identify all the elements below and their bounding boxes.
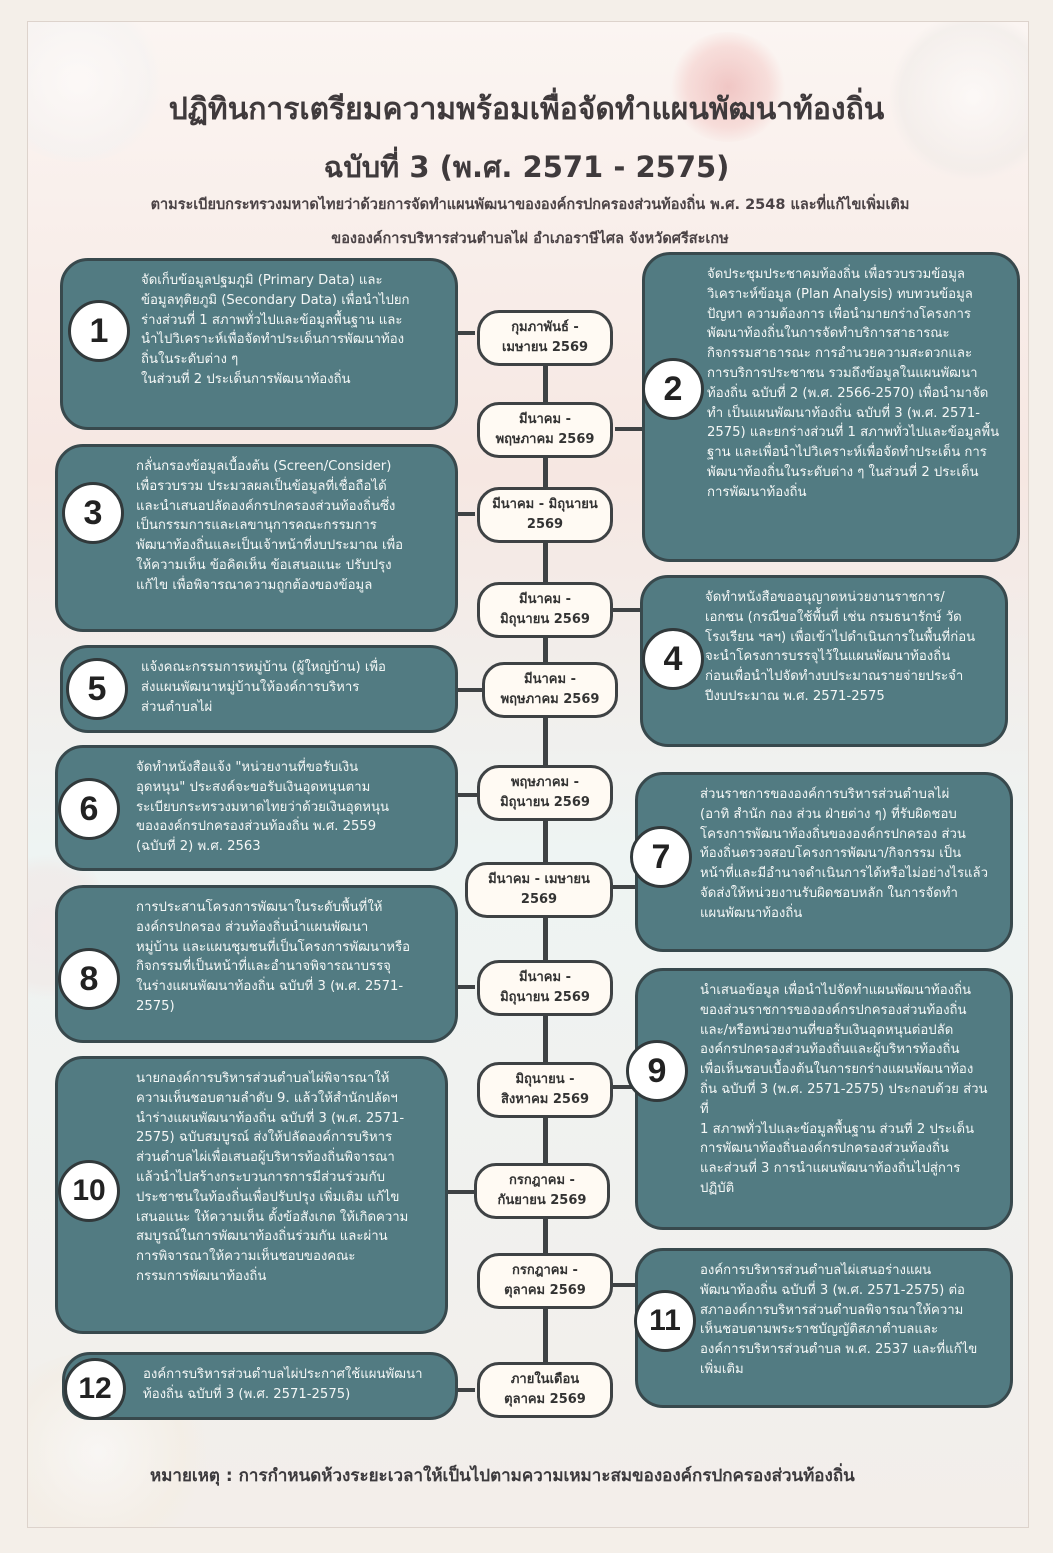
step-number: 12 <box>64 1358 126 1420</box>
step-text: การประสานโครงการพัฒนาในระดับพื้นที่ให้ องค์กรปกครอง ส่วนท้องถิ่นนำแผนพัฒนา หมู่บ้าน และแผนชุมชนที่เป็นโครงการพัฒนาหรือ กิจกรรมที่เป็นหน้าที่และอำนาจพิจารณาบรรจุ ในร่างแผนพัฒนาท้องถิ่น ฉบับที่ 3 (พ.ศ. 2571- 2575) <box>136 900 411 1014</box>
step-text: นายกองค์การบริหารส่วนตำบลไผ่พิจารณาให้ ความเห็นชอบตามลำดับ 9. แล้วให้สำนักปลัดฯ นำร่างแผนพัฒนาท้องถิ่น ฉบับที่ 3 (พ.ศ. 2571- 2575) ฉบับสมบูรณ์ ส่งให้ปลัดองค์การบริหาร ส่วนตำบลไผ่เพื่อเสนอผู้บริหารท้องถิ่นพิจารณา แล้วนำไปสร้างกระบวนการการมีส่วนร่วมกับ ประชาชนในท้องถิ่นเพื่อปรับปรุง เพิ่มเติม แก้ไข เสนอแนะ ให้ความเห็น ตั้งข้อสังเกต ให้เกิดความ สมบูรณ์ในการพัฒนาท้องถิ่นร่วมกัน และผ่าน การพิจารณาให้ความเห็นชอบของคณะ กรรมการพัฒนาท้องถิ่น <box>136 1071 409 1284</box>
timeline-date-6: พฤษภาคม - มิถุนายน 2569 <box>477 765 613 821</box>
step-text: จัดทำหนังสือขออนุญาตหน่วยงานราชการ/ เอกชน (กรณีขอใช้พื้นที่ เช่น กรมธนารักษ์ วัด โรงเรียน ฯลฯ) เพื่อเข้าไปดำเนินการในพื้นที่ก่อน จะนำโครงการบรรจุไว้ในแผนพัฒนาท้องถิ่น ก่อนเพื่อนำไปจัดทำงบประมาณรายจ่ายประจำ ปีงบประมาณ พ.ศ. 2571-2575 <box>705 590 976 704</box>
step-text: องค์การบริหารส่วนตำบลไผ่ประกาศใช้แผนพัฒนา ท้องถิ่น ฉบับที่ 3 (พ.ศ. 2571-2575) <box>143 1367 423 1402</box>
timeline-date-7: มีนาคม - เมษายน 2569 <box>465 862 613 918</box>
connector-8 <box>455 985 475 989</box>
timeline-spine <box>543 325 548 1395</box>
timeline-date-9: มิถุนายน - สิงหาคม 2569 <box>477 1062 613 1118</box>
timeline-date-8: มีนาคม - มิถุนายน 2569 <box>477 960 613 1016</box>
timeline-date-4: มีนาคม - มิถุนายน 2569 <box>477 582 613 638</box>
step-box-7 <box>635 772 1013 952</box>
connector-4 <box>612 608 642 612</box>
subtitle-organization: ขององค์การบริหารส่วนตำบลไผ่ อำเภอราษีไศล จังหวัดศรีสะเกษ <box>331 231 729 247</box>
step-number: 1 <box>68 300 130 362</box>
step-number: 9 <box>626 1040 688 1102</box>
step-number: 3 <box>62 482 124 544</box>
connector-5 <box>455 688 485 692</box>
page-title: ปฏิทินการเตรียมความพร้อมเพื่อจัดทำแผนพัฒนาท้องถิ่น <box>168 92 885 127</box>
step-text: ส่วนราชการขององค์การบริหารส่วนตำบลไผ่ (อาทิ สำนัก กอง ส่วน ฝ่ายต่าง ๆ) ที่รับผิดชอบ โครงการพัฒนาท้องถิ่นขององค์กรปกครอง ส่วน ท้องถิ่นตรวจสอบโครงการพัฒนา/กิจกรรม เป็น หน้าที่และมีอำนาจดำเนินการได้หรือไม่อย่างไรแล้ว จัดส่งให้หน่วยงานรับผิดชอบหลัก ในการจัดทำ แผนพัฒนาท้องถิ่น <box>700 787 989 921</box>
connector-10 <box>448 1190 476 1194</box>
step-number: 2 <box>642 358 704 420</box>
step-text: จัดประชุมประชาคมท้องถิ่น เพื่อรวบรวมข้อมูล วิเคราะห์ข้อมูล (Plan Analysis) ทบทวนข้อมูล ปัญหา ความต้องการ เพื่อนำมายกร่างโครงการ พัฒนาท้องถิ่นในการจัดทำบริการสาธารณะ กิจกรรมสาธารณะ การอำนวยความสะดวกและ การบริการประชาชน รวมถึงข้อมูลในแผนพัฒนา ท้องถิ่น ฉบับที่ 2 (พ.ศ. 2566-2570) เพื่อนำมาจัด ทำ เป็นแผนพัฒนาท้องถิ่น ฉบับที่ 3 (พ.ศ. 2571- 2575) และยกร่างส่วนที่ 1 สภาพทั่วไปและข้อมูลพื้น ฐาน และเพื่อนำไปวิเคราะห์เพื่อจัดทำประเด็น การ พัฒนาท้องถิ่นในระดับต่าง ๆ ในส่วนที่ 2 ประเด็น การพัฒนาท้องถิ่น <box>707 267 1000 500</box>
timeline-date-5: มีนาคม - พฤษภาคม 2569 <box>482 662 618 718</box>
step-box-9 <box>635 968 1013 1230</box>
step-text: จัดเก็บข้อมูลปฐมภูมิ (Primary Data) และ ข้อมูลทุติยภูมิ (Secondary Data) เพื่อนำไปยก ร่างส่วนที่ 1 สภาพทั่วไปและข้อมูลพื้นฐาน และ นำไปวิเคราะห์เพื่อจัดทำประเด็นการพัฒนาท้อง ถิ่นในระดับต่าง ๆ ในส่วนที่ 2 ประเด็นการพัฒนาท้องถิ่น <box>141 273 410 387</box>
connector-3 <box>455 512 475 516</box>
step-number: 6 <box>58 778 120 840</box>
step-number: 7 <box>630 826 692 888</box>
step-number: 5 <box>66 658 128 720</box>
page-title-edition: ฉบับที่ 3 (พ.ศ. 2571 - 2575) <box>323 150 730 184</box>
step-text: นำเสนอข้อมูล เพื่อนำไปจัดทำแผนพัฒนาท้องถิ่น ของส่วนราชการขององค์กรปกครองส่วนท้องถิ่น และ/หรือหน่วยงานที่ขอรับเงินอุดหนุนต่อปลัด องค์กรปกครองส่วนท้องถิ่นและผู้บริหารท้องถิ่น เพื่อเห็นชอบเบื้องต้นในการยกร่างแผนพัฒนาท้อง ถิ่น ฉบับที่ 3 (พ.ศ. 2571-2575) ประกอบด้วย ส่วนที่ 1 สภาพทั่วไปและข้อมูลพื้นฐาน ส่วนที่ 2 ประเด็น การพัฒนาท้องถิ่นองค์กรปกครองส่วนท้องถิ่น และส่วนที่ 3 การนำแผนพัฒนาท้องถิ่นไปสู่การ ปฏิบัติ <box>700 983 988 1196</box>
step-text: องค์การบริหารส่วนตำบลไผ่เสนอร่างแผน พัฒนาท้องถิ่น ฉบับที่ 3 (พ.ศ. 2571-2575) ต่อ สภาองค์การบริหารส่วนตำบลพิจารณาให้ความ เห็นชอบตามพระราชบัญญัติสภาตำบลและ องค์การบริหารส่วนตำบล พ.ศ. 2537 และที่แก้ไข เพิ่มเติม <box>700 1263 978 1377</box>
connector-2 <box>615 427 645 431</box>
step-box-2 <box>642 252 1020 562</box>
timeline-date-11: กรกฎาคม - ตุลาคม 2569 <box>477 1253 613 1309</box>
connector-1 <box>455 331 475 335</box>
footer-note: หมายเหตุ : การกำหนดห้วงระยะเวลาให้เป็นไปตามความเหมาะสมขององค์กรปกครองส่วนท้องถิ่น <box>150 1466 855 1486</box>
step-number: 8 <box>58 948 120 1010</box>
step-number: 4 <box>642 628 704 690</box>
timeline-date-2: มีนาคม - พฤษภาคม 2569 <box>477 402 613 458</box>
step-number: 11 <box>634 1290 696 1352</box>
timeline-date-1: กุมภาพันธ์ - เมษายน 2569 <box>477 310 613 366</box>
subtitle-regulation: ตามระเบียบกระทรวงมหาดไทยว่าด้วยการจัดทำแผนพัฒนาขององค์กรปกครองส่วนท้องถิ่น พ.ศ. 2548 และที่แก้ไขเพิ่มเติม <box>150 197 910 213</box>
step-text: กลั่นกรองข้อมูลเบื้องต้น (Screen/Consider) เพื่อรวบรวม ประมวลผลเป็นข้อมูลที่เชื่อถือได้ และนำเสนอปลัดองค์กรปกครองส่วนท้องถิ่นซึ่ง เป็นกรรมการและเลขานุการคณะกรรมการ พัฒนาท้องถิ่นและเป็นเจ้าหน้าที่งบประมาณ เพื่อ ให้ความเห็น ข้อคิดเห็น ข้อเสนอแนะ ปรับปรุง แก้ไข เพื่อพิจารณาความถูกต้องของข้อมูล <box>136 459 404 593</box>
step-number: 10 <box>58 1160 120 1222</box>
step-text: แจ้งคณะกรรมการหมู่บ้าน (ผู้ใหญ่บ้าน) เพื่อ ส่งแผนพัฒนาหมู่บ้านให้องค์การบริหาร ส่วนตำบลไผ่ <box>141 660 386 715</box>
step-box-3 <box>55 444 458 632</box>
step-text: จัดทำหนังสือแจ้ง "หน่วยงานที่ขอรับเงิน อุดหนุน" ประสงค์จะขอรับเงินอุดหนุนตาม ระเบียบกระทรวงมหาดไทยว่าด้วยเงินอุดหนุน ขององค์กรปกครองส่วนท้องถิ่น พ.ศ. 2559 (ฉบับที่ 2) พ.ศ. 2563 <box>136 760 389 855</box>
connector-12 <box>455 1388 475 1392</box>
timeline-date-10: กรกฎาคม - กันยายน 2569 <box>474 1163 610 1219</box>
timeline-date-3: มีนาคม - มิถุนายน 2569 <box>477 487 613 543</box>
timeline-date-12: ภายในเดือน ตุลาคม 2569 <box>477 1362 613 1418</box>
